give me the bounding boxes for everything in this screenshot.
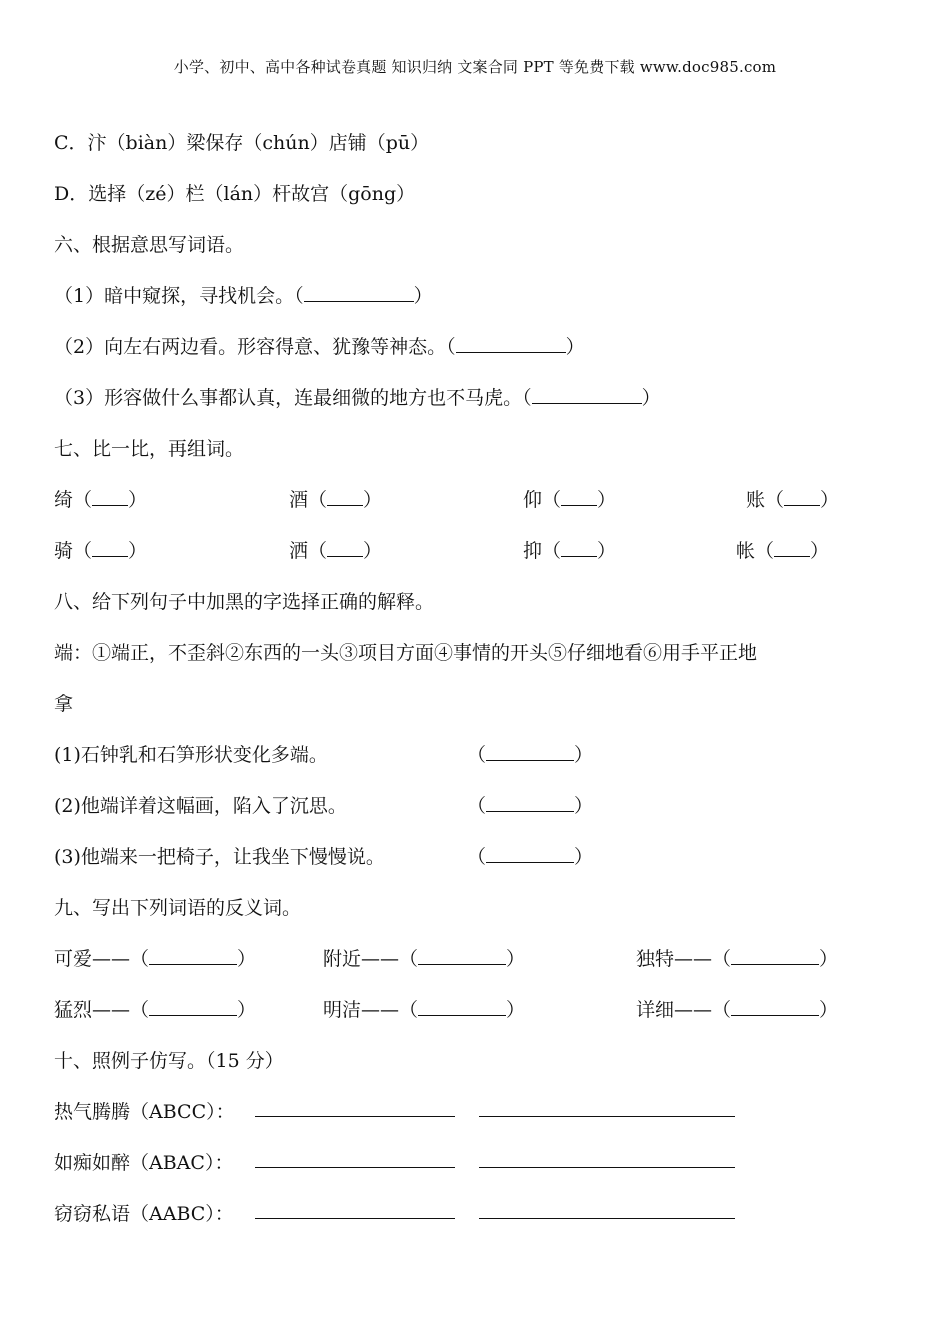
s8-open: （ xyxy=(467,846,487,868)
s10-answer-2a[interactable] xyxy=(255,1167,455,1168)
s7-r2-c4 xyxy=(736,536,829,563)
s7-close: ） xyxy=(128,489,148,511)
s8-answer-2 xyxy=(467,791,593,818)
s6-item-3-text: （3）形容做什么事都认真，连最细微的地方也不马虎。（ xyxy=(54,387,532,409)
s7-r1-c4 xyxy=(746,485,839,512)
s9-answer[interactable] xyxy=(731,946,819,965)
s9-word: 可爱——（ xyxy=(54,948,150,970)
s9-answer[interactable] xyxy=(731,997,819,1016)
s6-item-2 xyxy=(54,332,585,359)
s7-close: ） xyxy=(810,540,830,562)
s8-answer-blank[interactable] xyxy=(486,742,574,761)
s6-answer-2[interactable] xyxy=(456,334,566,353)
s8-answer-1 xyxy=(467,740,593,767)
s9-r1-c3 xyxy=(636,944,838,971)
s7-word: 绮（ xyxy=(54,489,93,511)
s7-close: ） xyxy=(597,540,617,562)
s7-r1-c1 xyxy=(54,485,147,512)
s9-answer[interactable] xyxy=(149,997,237,1016)
s9-r2-c3 xyxy=(636,995,838,1022)
s9-close: ） xyxy=(506,999,526,1021)
option-d: D．选择（zé）栏（lán）杆故宫（gōng） xyxy=(54,183,416,205)
s7-answer[interactable] xyxy=(327,487,363,506)
s8-answer-3 xyxy=(467,842,593,869)
s7-answer[interactable] xyxy=(774,538,810,557)
s7-r1-c3 xyxy=(523,485,616,512)
s10-item-1: 热气腾腾（ABCC）： xyxy=(54,1101,235,1123)
s9-close: ） xyxy=(819,999,839,1021)
s8-item-2: (2)他端详着这幅画，陷入了沉思。 xyxy=(54,795,347,817)
s8-item-1: (1)石钟乳和石笋形状变化多端。 xyxy=(54,744,328,766)
s7-answer[interactable] xyxy=(561,538,597,557)
s7-answer[interactable] xyxy=(92,487,128,506)
s6-close: ） xyxy=(413,285,433,307)
s7-word: 洒（ xyxy=(289,540,328,562)
s8-close: ） xyxy=(574,795,594,817)
s7-word: 骑（ xyxy=(54,540,93,562)
section-10-title: 十、照例子仿写。（15 分） xyxy=(54,1050,284,1072)
s9-word: 明洁——（ xyxy=(323,999,419,1021)
s9-close: ） xyxy=(819,948,839,970)
s6-item-2-text: （2）向左右两边看。形容得意、犹豫等神态。（ xyxy=(54,336,456,358)
s9-close: ） xyxy=(237,948,257,970)
page-header: 小学、初中、高中各种试卷真题 知识归纳 文案合同 PPT 等免费下载 www.doc985.com xyxy=(173,58,777,76)
s10-answer-1b[interactable] xyxy=(479,1116,735,1117)
s7-r2-c1 xyxy=(54,536,147,563)
s6-item-1-text: （1）暗中窥探，寻找机会。（ xyxy=(54,285,304,307)
s7-answer[interactable] xyxy=(92,538,128,557)
s8-answer-blank[interactable] xyxy=(486,793,574,812)
s6-item-1 xyxy=(54,281,433,308)
s9-close: ） xyxy=(506,948,526,970)
s6-item-3 xyxy=(54,383,661,410)
s7-word: 抑（ xyxy=(523,540,562,562)
s8-answer-blank[interactable] xyxy=(486,844,574,863)
s8-definitions-cont: 拿 xyxy=(54,693,74,715)
s9-r1-c2 xyxy=(323,944,525,971)
s8-open: （ xyxy=(467,744,487,766)
s7-answer[interactable] xyxy=(327,538,363,557)
s8-item-3: (3)他端来一把椅子，让我坐下慢慢说。 xyxy=(54,846,385,868)
s9-word: 独特——（ xyxy=(636,948,732,970)
s9-r2-c2 xyxy=(323,995,525,1022)
s7-close: ） xyxy=(597,489,617,511)
s7-word: 仰（ xyxy=(523,489,562,511)
s7-close: ） xyxy=(363,540,383,562)
section-8-title: 八、给下列句子中加黑的字选择正确的解释。 xyxy=(54,591,435,613)
s9-r1-c1 xyxy=(54,944,256,971)
s9-answer[interactable] xyxy=(149,946,237,965)
s7-word: 帐（ xyxy=(736,540,775,562)
s6-answer-1[interactable] xyxy=(304,283,414,302)
s6-answer-3[interactable] xyxy=(532,385,642,404)
s9-close: ） xyxy=(237,999,257,1021)
s10-answer-1a[interactable] xyxy=(255,1116,455,1117)
s9-word: 猛烈——（ xyxy=(54,999,150,1021)
s8-close: ） xyxy=(574,846,594,868)
s7-word: 账（ xyxy=(746,489,785,511)
s7-r2-c3 xyxy=(523,536,616,563)
section-9-title: 九、写出下列词语的反义词。 xyxy=(54,897,302,919)
s10-answer-3a[interactable] xyxy=(255,1218,455,1219)
s7-r2-c2 xyxy=(289,536,382,563)
s9-r2-c1 xyxy=(54,995,256,1022)
s9-answer[interactable] xyxy=(418,997,506,1016)
s10-answer-3b[interactable] xyxy=(479,1218,735,1219)
s7-close: ） xyxy=(820,489,840,511)
s6-close: ） xyxy=(641,387,661,409)
s6-close: ） xyxy=(565,336,585,358)
s8-close: ） xyxy=(574,744,594,766)
s10-answer-2b[interactable] xyxy=(479,1167,735,1168)
s7-answer[interactable] xyxy=(784,487,820,506)
s9-word: 详细——（ xyxy=(636,999,732,1021)
s10-item-3: 窃窃私语（AABC）： xyxy=(54,1203,234,1225)
s9-word: 附近——（ xyxy=(323,948,419,970)
s7-answer[interactable] xyxy=(561,487,597,506)
s7-r1-c2 xyxy=(289,485,382,512)
s10-item-2: 如痴如醉（ABAC）： xyxy=(54,1152,234,1174)
section-7-title: 七、比一比，再组词。 xyxy=(54,438,245,460)
s9-answer[interactable] xyxy=(418,946,506,965)
s7-close: ） xyxy=(128,540,148,562)
s8-definitions: 端：①端正，不歪斜②东西的一头③项目方面④事情的开头⑤仔细地看⑥用手平正地 xyxy=(54,642,758,664)
s7-word: 酒（ xyxy=(289,489,328,511)
s8-open: （ xyxy=(467,795,487,817)
option-c: C．汴（biàn）梁保存（chún）店铺（pū） xyxy=(54,132,430,154)
section-6-title: 六、根据意思写词语。 xyxy=(54,234,245,256)
s7-close: ） xyxy=(363,489,383,511)
